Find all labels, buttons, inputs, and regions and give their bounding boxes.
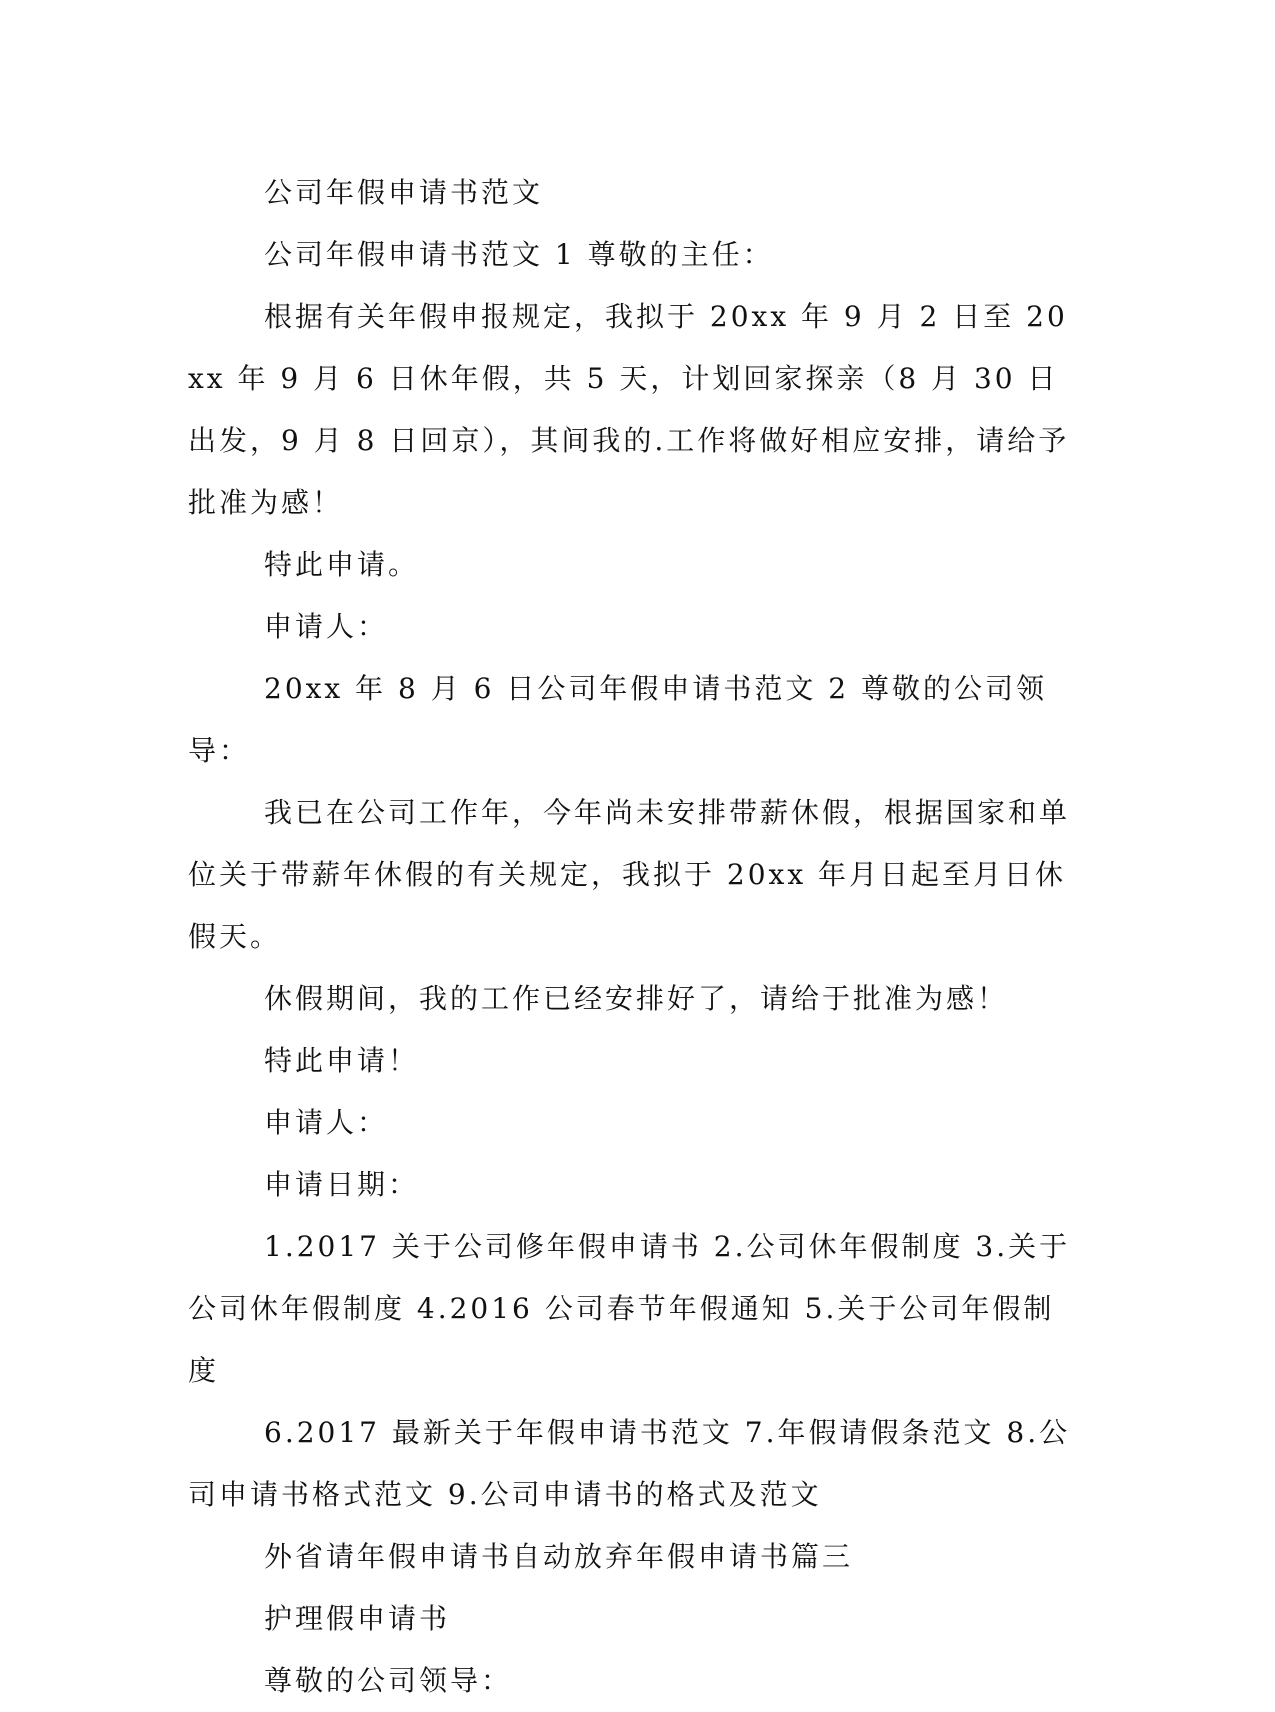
paragraph-sample-3-salutation: 尊敬的公司领导： (264, 1664, 513, 1697)
paragraph-sample-2-applicant: 申请人： (264, 1106, 389, 1139)
sub-heading-nursing-leave: 护理假申请书 (264, 1602, 451, 1635)
paragraph-sample-2-note: 休假期间，我的工作已经安排好了，请给于批准为感！ (264, 982, 1009, 1015)
document-body (188, 162, 1075, 1712)
paragraph-sample-2-salutation: 20xx 年 8 月 6 日公司年假申请书范文 2 尊敬的公司领导： (188, 672, 1047, 767)
section-heading-3: 外省请年假申请书自动放弃年假申请书篇三 (264, 1540, 854, 1573)
document-title: 公司年假申请书范文 (264, 176, 544, 209)
paragraph-sample-1-salutation: 公司年假申请书范文 1 尊敬的主任： (264, 238, 774, 271)
paragraph-sample-1-body: 根据有关年假申报规定，我拟于 20xx 年 9 月 2 日至 20xx 年 9 月 6 日休年假，共 5 天，计划回家探亲（8 月 30 日出发，9 月 8 日回京），其间我的.工作将做好相应安排，请给予批准为感！ (188, 300, 1070, 519)
paragraph-sample-2-date: 申请日期： (264, 1168, 420, 1201)
paragraph-sample-2-body: 我已在公司工作年，今年尚未安排带薪休假，根据国家和单位关于带薪年休假的有关规定，我拟于 20xx 年月日起至月日休假天。 (188, 796, 1071, 953)
paragraph-sample-1-applicant: 申请人： (264, 610, 389, 643)
related-list-2: 6.2017 最新关于年假申请书范文 7.年假请假条范文 8.公司申请书格式范文 9.公司申请书的格式及范文 (188, 1416, 1071, 1511)
related-list-1: 1.2017 关于公司修年假申请书 2.公司休年假制度 3.关于公司休年假制度 4.2016 公司春节年假通知 5.关于公司年假制度 (188, 1230, 1071, 1387)
paragraph-sample-2-closing: 特此申请！ (264, 1044, 420, 1077)
paragraph-sample-1-closing: 特此申请。 (264, 548, 420, 581)
